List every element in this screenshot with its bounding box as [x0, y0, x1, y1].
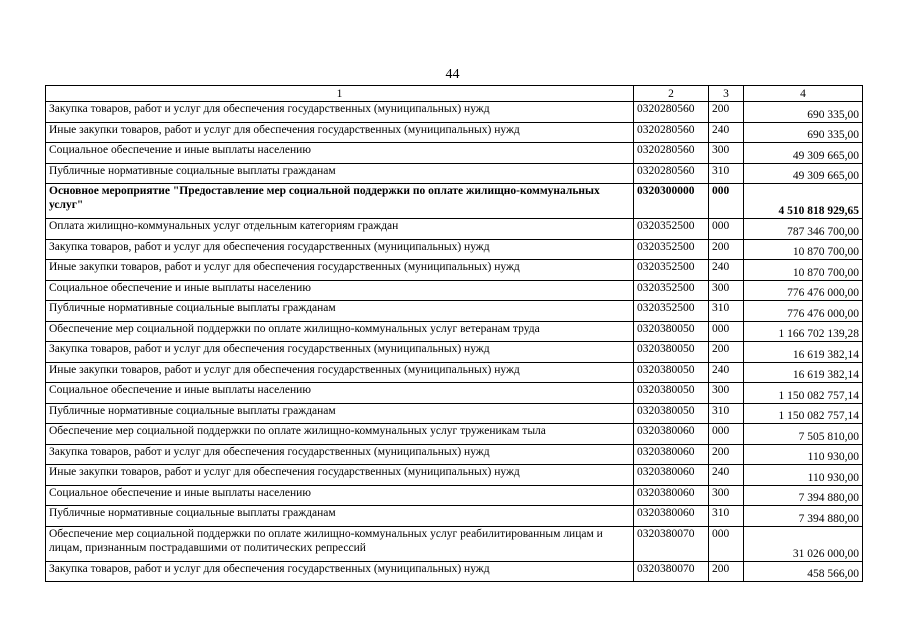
table-row [46, 383, 863, 404]
row-type: 300 [709, 280, 744, 301]
row-code: 0320280560 [634, 163, 709, 184]
table-row [46, 403, 863, 424]
row-amount: 31 026 000,00 [744, 526, 863, 561]
row-amount: 787 346 700,00 [744, 219, 863, 240]
row-amount: 49 309 665,00 [744, 143, 863, 164]
row-type: 300 [709, 383, 744, 404]
row-name: Иные закупки товаров, работ и услуг для обеспечения государственных (муниципальных) нужд [46, 122, 634, 143]
table-row [46, 163, 863, 184]
row-code: 0320380050 [634, 342, 709, 363]
row-name: Социальное обеспечение и иные выплаты населению [46, 143, 634, 164]
row-name: Публичные нормативные социальные выплаты гражданам [46, 163, 634, 184]
row-type: 000 [709, 321, 744, 342]
row-amount: 7 394 880,00 [744, 485, 863, 506]
row-name: Иные закупки товаров, работ и услуг для обеспечения государственных (муниципальных) нужд [46, 260, 634, 281]
row-name: Основное мероприятие "Предоставление мер социальной поддержки по оплате жилищно-коммунальных услуг" [46, 184, 634, 219]
row-type: 240 [709, 122, 744, 143]
row-amount: 7 394 880,00 [744, 506, 863, 527]
table-row-main-activity [46, 184, 863, 219]
row-name: Закупка товаров, работ и услуг для обеспечения государственных (муниципальных) нужд [46, 102, 634, 123]
row-code: 0320280560 [634, 143, 709, 164]
row-name: Публичные нормативные социальные выплаты гражданам [46, 301, 634, 322]
row-amount: 10 870 700,00 [744, 239, 863, 260]
table-row [46, 301, 863, 322]
row-name: Закупка товаров, работ и услуг для обеспечения государственных (муниципальных) нужд [46, 342, 634, 363]
row-amount: 1 166 702 139,28 [744, 321, 863, 342]
row-name: Обеспечение мер социальной поддержки по оплате жилищно-коммунальных услуг реабилитированным лицам и лицам, признанным пострадавшими от политических репрессий [46, 526, 634, 561]
table-row [46, 561, 863, 582]
row-amount: 4 510 818 929,65 [744, 184, 863, 219]
table-row [46, 424, 863, 445]
row-code: 0320280560 [634, 122, 709, 143]
row-type: 300 [709, 485, 744, 506]
row-name: Закупка товаров, работ и услуг для обеспечения государственных (муниципальных) нужд [46, 444, 634, 465]
row-type: 240 [709, 260, 744, 281]
row-type: 200 [709, 102, 744, 123]
table-row [46, 485, 863, 506]
row-code: 0320300000 [634, 184, 709, 219]
row-name: Обеспечение мер социальной поддержки по оплате жилищно-коммунальных услуг труженикам тыла [46, 424, 634, 445]
table-row [46, 465, 863, 486]
row-code: 0320380050 [634, 362, 709, 383]
row-code: 0320352500 [634, 239, 709, 260]
row-amount: 110 930,00 [744, 444, 863, 465]
column-header-2: 2 [634, 86, 709, 102]
row-type: 000 [709, 526, 744, 561]
row-name: Оплата жилищно-коммунальных услуг отдельным категориям граждан [46, 219, 634, 240]
row-name: Социальное обеспечение и иные выплаты населению [46, 485, 634, 506]
table-row [46, 219, 863, 240]
row-code: 0320352500 [634, 260, 709, 281]
row-name: Публичные нормативные социальные выплаты гражданам [46, 506, 634, 527]
row-code: 0320380050 [634, 383, 709, 404]
table-row [46, 444, 863, 465]
table-row [46, 526, 863, 561]
row-type: 310 [709, 403, 744, 424]
table-row [46, 260, 863, 281]
row-code: 0320380060 [634, 485, 709, 506]
row-code: 0320352500 [634, 219, 709, 240]
row-code: 0320352500 [634, 301, 709, 322]
table-row [46, 342, 863, 363]
row-code: 0320380060 [634, 424, 709, 445]
row-code: 0320380050 [634, 321, 709, 342]
row-amount: 690 335,00 [744, 102, 863, 123]
row-amount: 16 619 382,14 [744, 362, 863, 383]
row-type: 240 [709, 362, 744, 383]
row-code: 0320280560 [634, 102, 709, 123]
row-amount: 1 150 082 757,14 [744, 403, 863, 424]
row-type: 200 [709, 239, 744, 260]
table-header-row [46, 86, 863, 102]
budget-table-body [46, 86, 863, 582]
row-type: 240 [709, 465, 744, 486]
table-row [46, 321, 863, 342]
table-row [46, 280, 863, 301]
row-name: Обеспечение мер социальной поддержки по оплате жилищно-коммунальных услуг ветеранам труда [46, 321, 634, 342]
row-type: 200 [709, 444, 744, 465]
table-row [46, 362, 863, 383]
column-header-3: 3 [709, 86, 744, 102]
row-code: 0320380070 [634, 526, 709, 561]
row-name: Публичные нормативные социальные выплаты гражданам [46, 403, 634, 424]
page-number: 44 [445, 67, 460, 82]
column-header-1: 1 [46, 86, 634, 102]
row-name: Социальное обеспечение и иные выплаты населению [46, 280, 634, 301]
table-row [46, 239, 863, 260]
row-type: 310 [709, 163, 744, 184]
row-name: Закупка товаров, работ и услуг для обеспечения государственных (муниципальных) нужд [46, 561, 634, 582]
row-code: 0320380060 [634, 506, 709, 527]
row-amount: 458 566,00 [744, 561, 863, 582]
row-code: 0320380070 [634, 561, 709, 582]
row-type: 000 [709, 219, 744, 240]
row-code: 0320380050 [634, 403, 709, 424]
row-type: 000 [709, 184, 744, 219]
row-type: 200 [709, 561, 744, 582]
table-row [46, 122, 863, 143]
row-amount: 1 150 082 757,14 [744, 383, 863, 404]
row-name: Социальное обеспечение и иные выплаты населению [46, 383, 634, 404]
row-name: Иные закупки товаров, работ и услуг для обеспечения государственных (муниципальных) нужд [46, 362, 634, 383]
row-amount: 776 476 000,00 [744, 280, 863, 301]
row-name: Закупка товаров, работ и услуг для обеспечения государственных (муниципальных) нужд [46, 239, 634, 260]
row-amount: 16 619 382,14 [744, 342, 863, 363]
row-type: 300 [709, 143, 744, 164]
table-row [46, 506, 863, 527]
row-amount: 10 870 700,00 [744, 260, 863, 281]
row-code: 0320380060 [634, 465, 709, 486]
row-amount: 690 335,00 [744, 122, 863, 143]
row-name: Иные закупки товаров, работ и услуг для обеспечения государственных (муниципальных) нужд [46, 465, 634, 486]
row-type: 310 [709, 301, 744, 322]
row-amount: 776 476 000,00 [744, 301, 863, 322]
column-header-4: 4 [744, 86, 863, 102]
row-amount: 49 309 665,00 [744, 163, 863, 184]
row-code: 0320380060 [634, 444, 709, 465]
table-row [46, 143, 863, 164]
row-amount: 7 505 810,00 [744, 424, 863, 445]
row-code: 0320352500 [634, 280, 709, 301]
row-type: 000 [709, 424, 744, 445]
table-row [46, 102, 863, 123]
budget-table [45, 85, 863, 582]
row-type: 310 [709, 506, 744, 527]
row-type: 200 [709, 342, 744, 363]
row-amount: 110 930,00 [744, 465, 863, 486]
